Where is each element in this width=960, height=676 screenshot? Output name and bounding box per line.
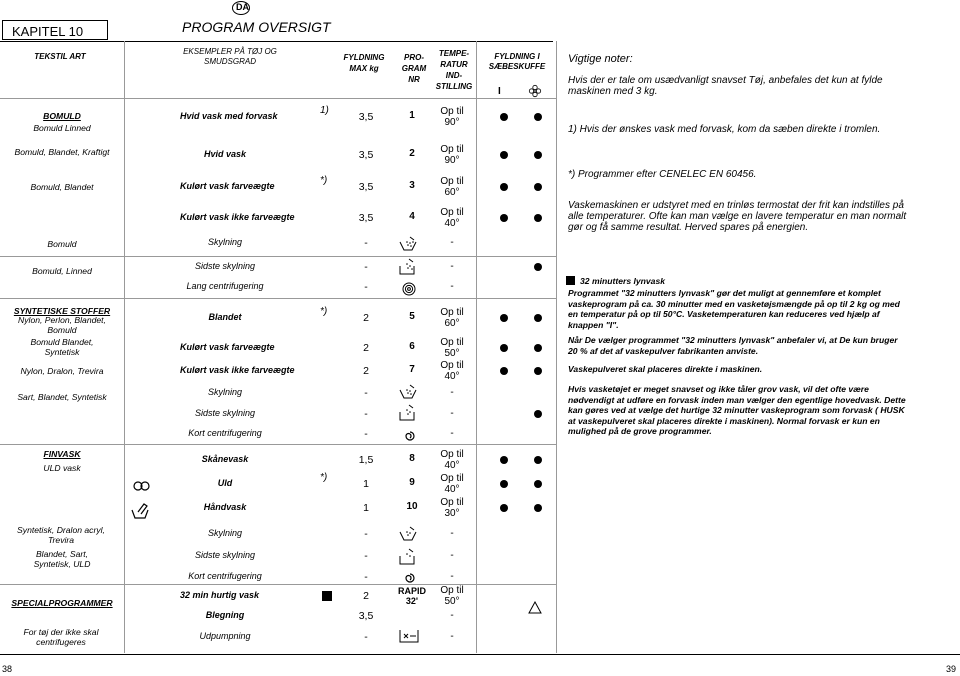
col-header-examples: EKSEMPLER PÅ TØJ OG SMUDSGRAD <box>183 47 277 66</box>
detergent-dot <box>500 183 508 191</box>
textile-label: Bomuld, Blandet <box>30 182 94 192</box>
program-number: 5 <box>409 311 415 322</box>
temp-value: 40° <box>444 218 460 229</box>
col-divider <box>556 41 557 653</box>
note-text: Vaskemaskinen er udstyret med en trinløs termostat der frit kan indstilles på alle temperaturer. Ofte kan man vælge en lavere temperatur en man normalt gør og få samme resultat. Herved spares på energien. <box>568 200 907 233</box>
temp-value: - <box>450 237 454 248</box>
short-spin-icon <box>403 571 417 585</box>
row-divider <box>0 98 556 99</box>
note-text: *) Programmer efter CENELEC EN 60456. <box>568 169 757 180</box>
load-value: - <box>364 631 368 643</box>
temp-value: - <box>450 261 454 272</box>
footnote-mark: *) <box>320 306 328 317</box>
temp-value: - <box>450 528 454 539</box>
program-number: 2 <box>409 148 415 159</box>
example-label: Uld <box>217 478 233 488</box>
example-label: Skånevask <box>201 454 249 464</box>
example-label: Sidste skylning <box>194 550 256 560</box>
detergent-dot <box>500 344 508 352</box>
program-number: RAPID 32' <box>397 586 426 606</box>
textile-title: FINVASK <box>43 449 81 459</box>
temp-label: Op til <box>440 497 464 508</box>
detergent-dot <box>534 456 542 464</box>
header-rule <box>0 41 553 42</box>
textile-label: Bomuld, Blandet, Kraftigt <box>14 147 110 157</box>
detergent-dot <box>534 344 542 352</box>
col-header-load: FYLDNING MAX kg <box>343 53 385 73</box>
temp-value: - <box>450 571 454 582</box>
program-number: 7 <box>409 364 415 375</box>
program-number: 10 <box>406 501 418 512</box>
temp-label: Op til <box>440 473 464 484</box>
example-label: Kort centrifugering <box>188 428 262 438</box>
rapid-square-icon <box>566 276 575 285</box>
textile-label: For tøj der ikke skal centrifugeres <box>23 627 99 647</box>
load-value: - <box>364 550 368 562</box>
temp-value: - <box>450 631 454 642</box>
load-value: - <box>364 571 368 583</box>
detergent-dot <box>500 480 508 488</box>
program-number: 3 <box>409 180 415 191</box>
notes-title: Vigtige noter: <box>568 53 633 65</box>
bleach-triangle-icon <box>528 601 542 614</box>
program-number: 9 <box>409 477 415 488</box>
detergent-dot <box>534 214 542 222</box>
example-label: Skylning <box>207 387 243 397</box>
temp-value: - <box>450 428 454 439</box>
lang-badge-text: DA <box>236 2 249 12</box>
note-text: Vaskepulveret skal placeres direkte i maskinen. <box>568 364 763 374</box>
temp-label: Op til <box>440 337 464 348</box>
load-value: 2 <box>363 342 369 354</box>
textile-label: Bomuld <box>47 239 77 249</box>
detergent-dot <box>534 367 542 375</box>
temp-value: - <box>450 408 454 419</box>
textile-label: ULD vask <box>43 463 81 473</box>
final-rinse-icon <box>398 548 418 566</box>
detergent-dot <box>534 480 542 488</box>
load-value: 3,5 <box>358 212 374 224</box>
delicate-icon <box>132 478 152 494</box>
load-value: 3,5 <box>358 111 374 123</box>
example-label: Blegning <box>205 610 245 620</box>
example-label: Udpumpning <box>199 631 251 641</box>
load-value: - <box>364 387 368 399</box>
short-spin-icon <box>403 429 417 443</box>
temp-value: 90° <box>444 155 460 166</box>
col-header-temperature: TEMPE- RATUR IND- STILLING <box>435 49 473 91</box>
note-text: Når De vælger programmet "32 minutters lynvask" anbefaler vi, at De kun bruger 20 % af det af vaskepulver fabrikanten anviste. <box>568 335 898 356</box>
temp-value: 40° <box>444 484 460 495</box>
textile-label: Bomuld Linned <box>33 123 91 133</box>
load-value: 2 <box>363 312 369 324</box>
page-number-left: 38 <box>2 664 13 674</box>
final-rinse-icon <box>398 404 418 422</box>
load-value: 3,5 <box>358 610 374 622</box>
temp-label: Op til <box>440 449 464 460</box>
load-value: 1 <box>363 478 369 490</box>
textile-title: SYNTETISKE STOFFER <box>13 306 111 316</box>
example-label: Hvid vask <box>203 149 247 159</box>
load-value: - <box>364 237 368 249</box>
detergent-dot <box>500 504 508 512</box>
example-label: Sidste skylning <box>194 261 256 271</box>
spin-icon <box>402 282 416 296</box>
load-value: - <box>364 261 368 273</box>
textile-label: Nylon, Perlon, Blandet, Bomuld <box>18 315 106 335</box>
detergent-dot <box>534 183 542 191</box>
temp-label: Op til <box>440 176 464 187</box>
program-number: 6 <box>409 341 415 352</box>
rapid-square-icon <box>322 591 332 601</box>
temp-value: - <box>450 281 454 292</box>
load-value: - <box>364 528 368 540</box>
row-divider <box>0 444 556 445</box>
textile-label: Bomuld Blandet, Syntetisk <box>30 337 94 357</box>
textile-title: SPECIALPROGRAMMER <box>11 598 113 608</box>
example-label: Kort centrifugering <box>188 571 262 581</box>
handwash-icon <box>130 500 152 520</box>
example-label: Blandet <box>208 312 242 322</box>
example-label: Håndvask <box>203 502 247 512</box>
example-label: Skylning <box>207 528 243 538</box>
shower-icon <box>398 526 418 542</box>
note-text: Programmet "32 minutters lynvask" gør det muligt at gennemføre et komplet vaskeprogram på ca. 30 minutter med en vasketøjsmængde på op til 2 kg og med en temperatur på op til 50°C. Vasketemperaturen kan reduceres ved hjælp af knappen "I". <box>568 288 900 330</box>
temp-value: 40° <box>444 460 460 471</box>
temp-value: 60° <box>444 318 460 329</box>
detergent-dot <box>534 410 542 418</box>
temp-value: 90° <box>444 117 460 128</box>
temp-label: Op til <box>440 144 464 155</box>
page-number-right: 39 <box>946 664 957 674</box>
load-value: 2 <box>363 590 369 602</box>
footnote-mark: *) <box>320 175 328 186</box>
detergent-dot <box>534 113 542 121</box>
note-text: Hvis vasketøjet er meget snavset og ikke tåler grov vask, vil det ofte være nødvendigt at udføre en forvask inden man vælger den egentlige hovedvask. Dette kan gøres ved at vælge det hurtige 32 minutter vaskeprogram som forvask ( HUSK at vaskepulveret skal placeres direkte i maskinen). Normal forvask er kun en mulighed på de grove programmer. <box>568 384 906 436</box>
detergent-dot <box>500 314 508 322</box>
detergent-dot <box>500 151 508 159</box>
load-value: 3,5 <box>358 181 374 193</box>
temp-value: 50° <box>444 348 460 359</box>
load-value: - <box>364 428 368 440</box>
temp-value: 50° <box>444 596 460 607</box>
load-value: 2 <box>363 365 369 377</box>
temp-value: 30° <box>444 508 460 519</box>
detergent-dot <box>534 151 542 159</box>
example-label: Kulørt vask ikke farveægte <box>180 212 295 222</box>
textile-title: BOMULD <box>43 111 81 121</box>
drain-icon <box>398 628 420 644</box>
detergent-dot <box>534 314 542 322</box>
example-label: Sidste skylning <box>194 408 256 418</box>
load-value: 3,5 <box>358 149 374 161</box>
load-value: 1 <box>363 502 369 514</box>
col-header-detergent: FYLDNING I SÆBESKUFFE <box>488 52 546 71</box>
example-label: Hvid vask med forvask <box>180 111 278 121</box>
detergent-dot <box>534 263 542 271</box>
row-divider <box>0 298 556 299</box>
program-number: 1 <box>409 110 415 121</box>
temp-value: - <box>450 610 454 621</box>
textile-label: Sart, Blandet, Syntetisk <box>17 392 107 402</box>
temp-label: Op til <box>440 207 464 218</box>
col-header-textile: TEKSTIL ART <box>34 52 86 61</box>
textile-label: Blandet, Sart, Syntetisk, ULD <box>33 549 91 569</box>
temp-label: Op til <box>440 585 464 596</box>
rapid-title: 32 minutters lynvask <box>580 276 666 286</box>
load-value: - <box>364 408 368 420</box>
footnote-mark: 1) <box>320 105 329 116</box>
temp-value: - <box>450 387 454 398</box>
flower-icon <box>528 84 542 98</box>
shower-icon <box>398 236 418 252</box>
col-divider <box>476 41 477 653</box>
detergent-dot <box>534 504 542 512</box>
detergent-dot <box>500 367 508 375</box>
col-header-program: PRO- GRAM NR <box>401 53 427 84</box>
load-value: - <box>364 281 368 293</box>
textile-label: Syntetisk, Dralon acryl, Trevira <box>17 525 105 545</box>
row-divider <box>0 584 556 585</box>
bottom-rule <box>0 654 960 655</box>
temp-label: Op til <box>440 360 464 371</box>
shower-icon <box>398 384 418 400</box>
textile-label: Nylon, Dralon, Trevira <box>20 366 104 376</box>
textile-label: Bomuld, Linned <box>32 266 92 276</box>
temp-label: Op til <box>440 307 464 318</box>
temp-value: 40° <box>444 371 460 382</box>
program-number: 8 <box>409 453 415 464</box>
detergent-slot-1: I <box>498 86 501 97</box>
temp-value: 60° <box>444 187 460 198</box>
footnote-mark: *) <box>320 472 328 483</box>
row-divider <box>0 256 556 257</box>
detergent-dot <box>500 456 508 464</box>
page-title: PROGRAM OVERSIGT <box>182 19 331 35</box>
example-label: Kulørt vask ikke farveægte <box>180 365 295 375</box>
temp-value: - <box>450 550 454 561</box>
load-value: 1,5 <box>358 454 374 466</box>
example-label: Kulørt vask farveægte <box>180 181 275 191</box>
program-number: 4 <box>409 211 415 222</box>
detergent-dot <box>500 113 508 121</box>
example-label: Kulørt vask farveægte <box>180 342 275 352</box>
example-label: 32 min hurtig vask <box>180 590 260 600</box>
final-rinse-icon <box>398 258 418 276</box>
note-text: 1) Hvis der ønskes vask med forvask, kom da sæben direkte i tromlen. <box>568 124 881 135</box>
note-text: Hvis der er tale om usædvanligt snavset Tøj, anbefales det kun at fylde maskinen med 3 kg. <box>568 75 883 97</box>
example-label: Lang centrifugering <box>186 281 264 291</box>
example-label: Skylning <box>207 237 243 247</box>
col-divider <box>124 41 125 653</box>
chapter-label: KAPITEL 10 <box>12 24 84 39</box>
detergent-dot <box>500 214 508 222</box>
temp-label: Op til <box>440 106 464 117</box>
